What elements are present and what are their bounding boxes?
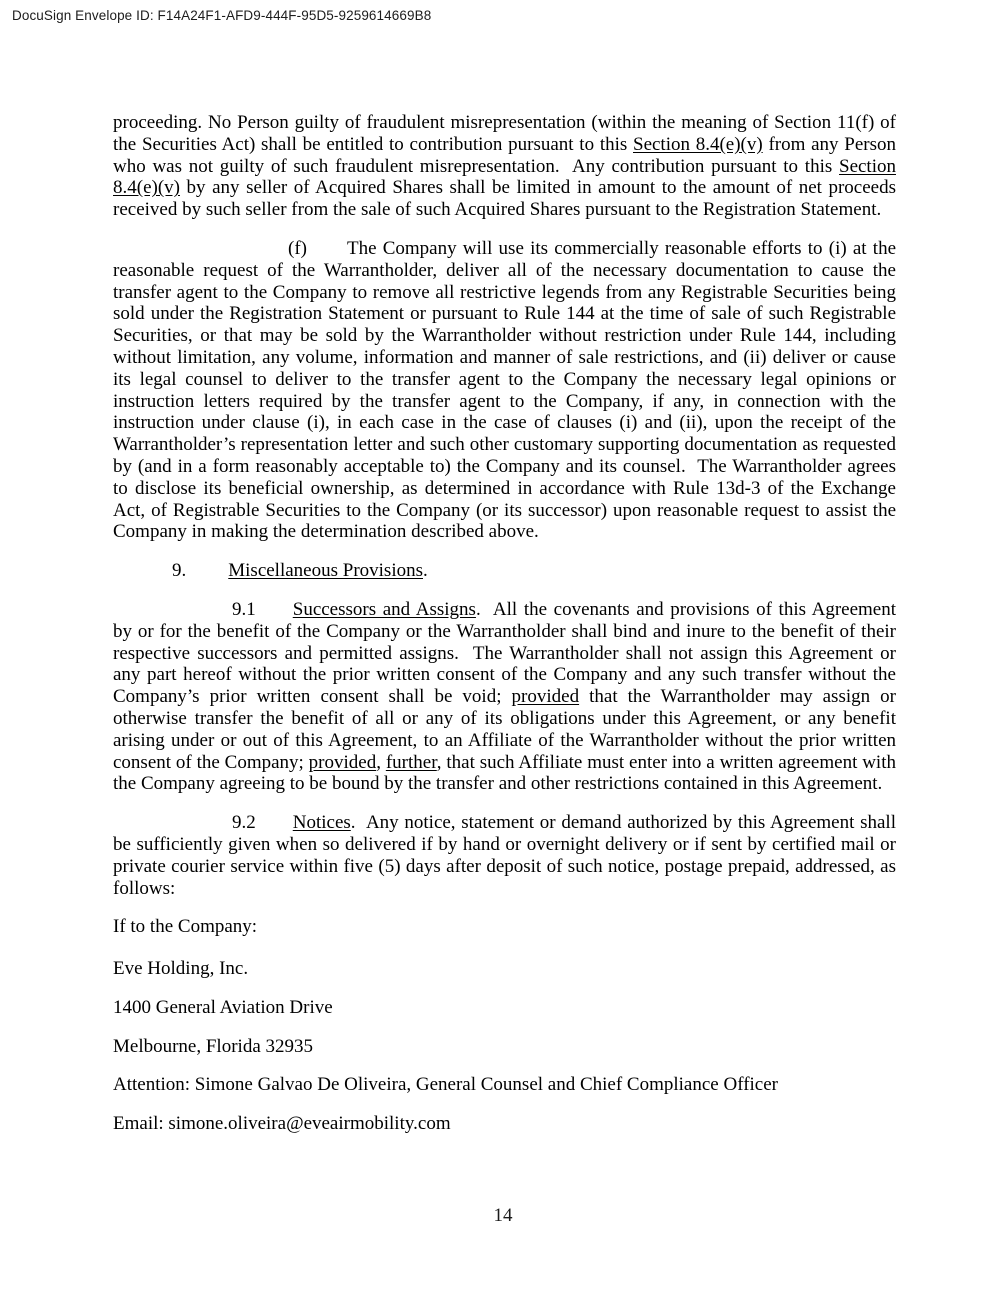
address-city-state-zip bbox=[113, 1036, 896, 1058]
address-email bbox=[113, 1113, 896, 1135]
text-segment: , bbox=[376, 751, 386, 773]
text-segment: from any Person who was not guilty of such fraudulent misrepresentation. Any contribution pursuant to this bbox=[113, 133, 896, 177]
address-company-name bbox=[113, 958, 896, 980]
text-segment: If to the Company: bbox=[113, 916, 258, 938]
page-number: 14 bbox=[493, 1205, 513, 1226]
text-segment: Attention: Simone Galvao De Oliveira, General Counsel and Chief Compliance Officer bbox=[113, 1074, 778, 1096]
section-9-2-notices bbox=[113, 812, 896, 899]
text-segment: that the Warrantholder may assign or otherwise transfer the benefit of all or any of its obligations under this Agreement, or any benefit arising under or out of this Agreement, to an Affiliate of the Warrantholder without the prior written consent of the Company; bbox=[113, 686, 896, 773]
underlined-text: provided bbox=[511, 686, 580, 708]
document-body bbox=[113, 112, 896, 1152]
underlined-text: Miscellaneous Provisions bbox=[228, 560, 423, 582]
underlined-text: Successors and Assigns bbox=[292, 598, 476, 620]
address-street bbox=[113, 997, 896, 1019]
text-segment: . Any notice, statement or demand authorized by this Agreement shall be sufficiently given when so delivered if by hand or overnight delivery or if sent by certified mail or private courier service within five (5) days after deposit of such notice, postage prepaid, addressed, as follows: bbox=[113, 812, 896, 899]
underlined-text: provided bbox=[308, 751, 377, 773]
text-segment: 1400 General Aviation Drive bbox=[113, 996, 333, 1018]
text-segment: 9. bbox=[172, 560, 187, 582]
text-segment: Eve Holding, Inc. bbox=[113, 958, 249, 980]
underlined-text: Notices bbox=[292, 812, 351, 834]
text-segment: . All the covenants and provisions of this Agreement by or for the benefit of the Company or the Warrantholder shall bind and inure to the benefit of their respective successors and permitted assigns. The Warrantholder shall not assign this Agreement or any part hereof without the prior written consent of the Company and any such transfer without the Company’s prior written consent shall be void; bbox=[113, 598, 896, 708]
text-segment: by any seller of Acquired Shares shall be limited in amount to the amount of net proceeds received by such seller from the sale of such Acquired Shares pursuant to the Registration Statement. bbox=[113, 177, 896, 221]
text-segment: , that such Affiliate must enter into a written agreement with the Company agreeing to be bound by the transfer and other restrictions contained in this Agreement. bbox=[113, 751, 896, 795]
text-segment: . bbox=[423, 560, 428, 582]
text-segment: Melbourne, Florida 32935 bbox=[113, 1035, 314, 1057]
text-segment: (f) bbox=[288, 237, 307, 259]
underlined-text: Section 8.4(e)(v) bbox=[113, 155, 896, 199]
text-segment: Email: simone.oliveira@eveairmobility.com bbox=[113, 1113, 451, 1135]
underlined-text: further bbox=[385, 751, 437, 773]
section-9-1-successors-and-assigns bbox=[113, 599, 896, 795]
docusign-envelope-id: DocuSign Envelope ID: F14A24F1-AFD9-444F-95D5-9259614669B8 bbox=[12, 8, 432, 23]
underlined-text: Section 8.4(e)(v) bbox=[633, 133, 763, 155]
text-segment: proceeding. No Person guilty of fraudulent misrepresentation (within the meaning of Section 11(f) of the Securities Act) shall be entitled to contribution pursuant to this bbox=[113, 112, 896, 155]
text-segment: 9.2 bbox=[232, 812, 256, 834]
notice-recipient-label bbox=[113, 916, 896, 938]
section-9-heading bbox=[113, 560, 896, 582]
paragraph-section-8-4-continuation bbox=[113, 112, 896, 221]
paragraph-f bbox=[113, 238, 896, 543]
address-attention bbox=[113, 1074, 896, 1096]
text-segment: The Company will use its commercially reasonable efforts to (i) at the reasonable request of the Warrantholder, deliver all of the necessary documentation to cause the transfer agent to the Company to remove all restrictive legends from any Registrable Securities being sold under the Registration Statement or pursuant to Rule 144 at the time of sale of such Registrable Securities, or that may be sold by the Warrantholder without restriction under Rule 144, including without limitation, any volume, information and manner of sale restrictions, and (ii) deliver or cause its legal counsel to deliver to the transfer agent to the Company the necessary legal opinions or instruction letters required by the transfer agent to the Company, if any, in connection with the instruction under clause (i), in each case in the case of clauses (i) and (ii), upon the receipt of the Warrantholder’s representation letter and such other customary supporting documentation as requested by (and in a form reasonably acceptable to) the Company and its counsel. The Warrantholder agrees to disclose its beneficial ownership, as determined in accordance with Rule 13d-3 of the Exchange Act, of Registrable Securities to the Company (or its successor) upon reasonable request to assist the Company in making the determination described above. bbox=[113, 237, 896, 543]
text-segment: 9.1 bbox=[232, 598, 256, 620]
